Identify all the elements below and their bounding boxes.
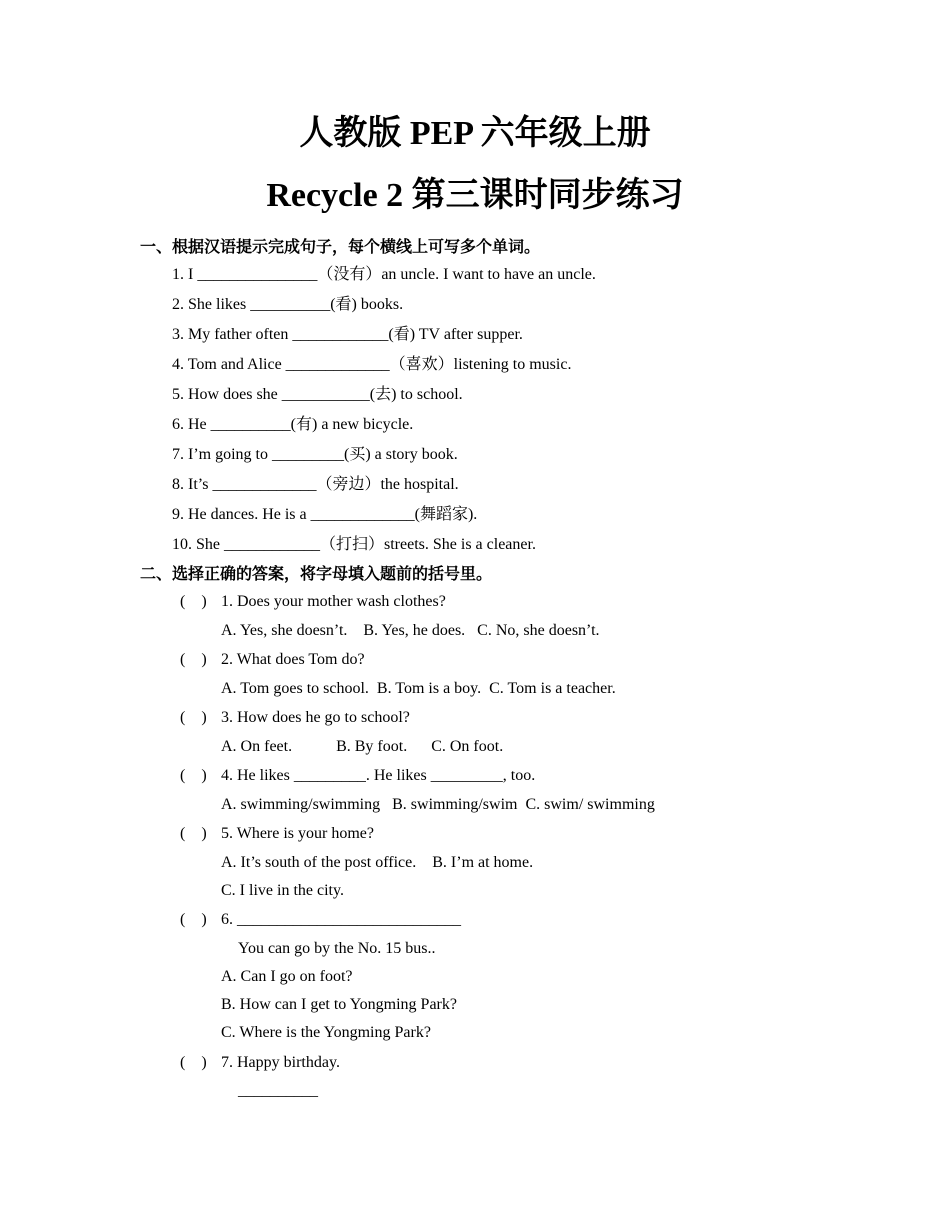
mc-options-4: A. swimming/swimming B. swimming/swim C. swim/ swimming xyxy=(221,796,655,813)
mc-answer-6: You can go by the No. 15 bus.. xyxy=(238,940,436,957)
fill-item-4: 4. Tom and Alice _____________（喜欢）listening to music. xyxy=(172,356,572,373)
fill-item-3: 3. My father often ____________(看) TV after supper. xyxy=(172,326,523,343)
mc-options-2: A. Tom goes to school. B. Tom is a boy. C. Tom is a teacher. xyxy=(221,680,616,697)
mc-question-4: 4. He likes _________. He likes _________, too. xyxy=(221,767,536,784)
answer-paren-7: ( ) xyxy=(180,1054,207,1071)
fill-item-10: 10. She ____________（打扫）streets. She is a cleaner. xyxy=(172,536,536,553)
title-line-1: 人教版 PEP 六年级上册 xyxy=(299,115,651,152)
mc-option-6-c: C. Where is the Yongming Park? xyxy=(221,1024,431,1041)
answer-paren-1: ( ) xyxy=(180,593,207,610)
fill-item-6: 6. He __________(有) a new bicycle. xyxy=(172,416,414,433)
fill-item-2: 2. She likes __________(看) books. xyxy=(172,296,404,313)
mc-options-1: A. Yes, she doesn’t. B. Yes, he does. C. No, she doesn’t. xyxy=(221,622,600,639)
mc-question-2: 2. What does Tom do? xyxy=(221,651,365,668)
mc-option-6-a: A. Can I go on foot? xyxy=(221,968,353,985)
title-line-2: Recycle 2 第三课时同步练习 xyxy=(266,177,684,214)
answer-blank-7: __________ xyxy=(238,1082,318,1099)
section-1-heading: 一、根据汉语提示完成句子，每个横线上可写多个单词。 xyxy=(140,237,541,256)
fill-item-9: 9. He dances. He is a _____________(舞蹈家). xyxy=(172,506,478,523)
mc-question-1: 1. Does your mother wash clothes? xyxy=(221,593,446,610)
mc-question-3: 3. How does he go to school? xyxy=(221,709,410,726)
mc-options-5-c: C. I live in the city. xyxy=(221,882,344,899)
mc-options-5-ab: A. It’s south of the post office. B. I’m at home. xyxy=(221,854,534,871)
mc-question-7: 7. Happy birthday. xyxy=(221,1054,340,1071)
mc-options-3: A. On feet. B. By foot. C. On foot. xyxy=(221,738,504,755)
fill-item-5: 5. How does she ___________(去) to school. xyxy=(172,386,463,403)
mc-option-6-b: B. How can I get to Yongming Park? xyxy=(221,996,457,1013)
mc-question-6: 6. ____________________________ xyxy=(221,911,461,928)
answer-paren-6: ( ) xyxy=(180,911,207,928)
answer-paren-4: ( ) xyxy=(180,767,207,784)
mc-question-5: 5. Where is your home? xyxy=(221,825,374,842)
fill-item-8: 8. It’s _____________（旁边）the hospital. xyxy=(172,476,459,493)
fill-item-7: 7. I’m going to _________(买) a story book. xyxy=(172,446,458,463)
answer-paren-5: ( ) xyxy=(180,825,207,842)
answer-paren-3: ( ) xyxy=(180,709,207,726)
fill-item-1: 1. I _______________（没有）an uncle. I want to have an uncle. xyxy=(172,266,596,283)
answer-paren-2: ( ) xyxy=(180,651,207,668)
section-2-heading: 二、选择正确的答案，将字母填入题前的括号里。 xyxy=(140,564,493,583)
